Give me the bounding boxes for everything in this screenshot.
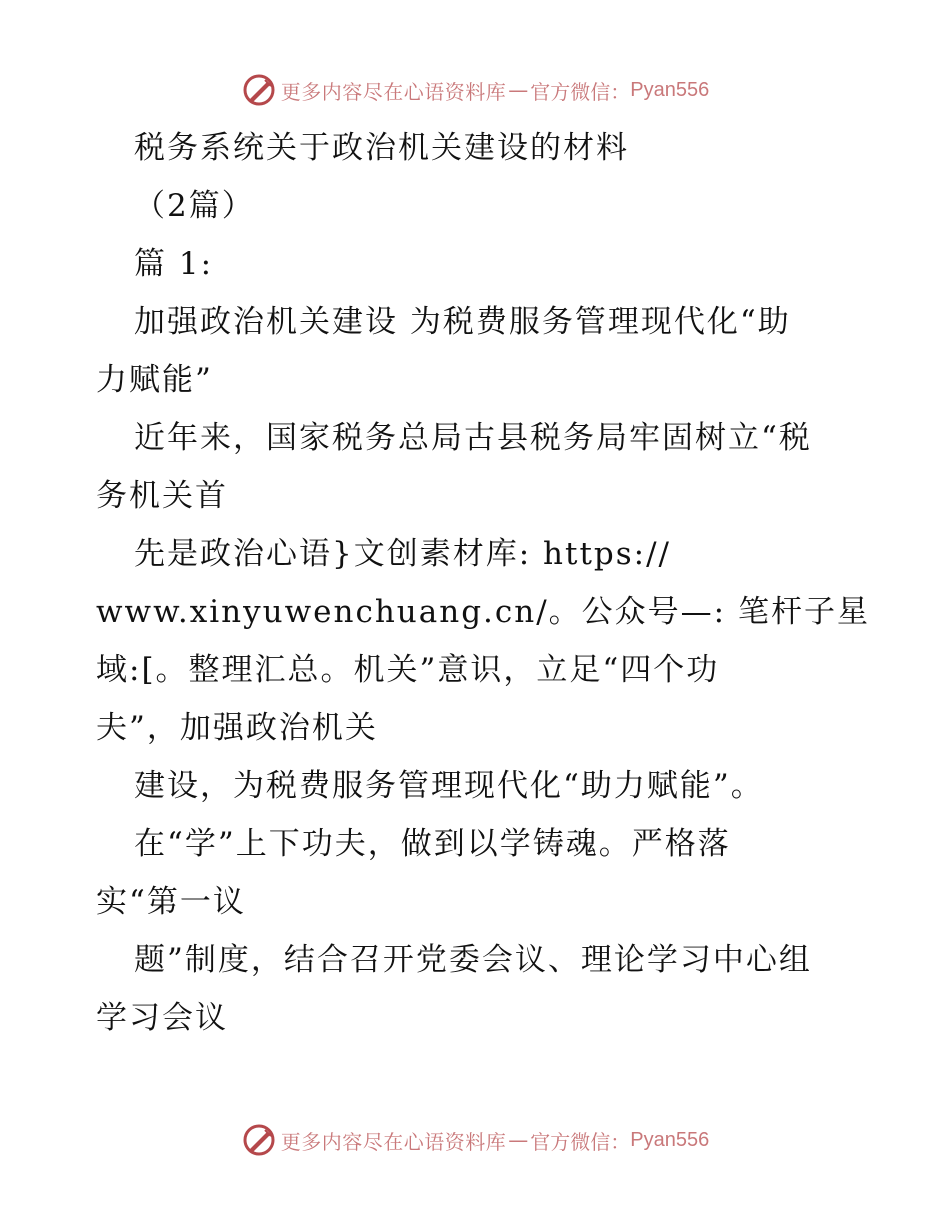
watermark-account-label: 官方微信： [530,79,631,104]
document-subtitle: （2篇） [134,188,255,224]
watermark-dash: — [508,1128,529,1152]
paragraph-line: 务机关首 [96,478,228,514]
paragraph-line: 先是政治心语}文创素材库: https:// [134,536,671,572]
pen-seal-logo-icon [241,1122,277,1158]
paragraph-line: 建设，为税费服务管理现代化“助力赋能”。 [134,768,764,804]
watermark-account-handle: Pyan556 [630,78,710,101]
watermark-site-text: 更多内容尽在心语资料库 [280,1129,507,1154]
pen-seal-logo-icon [241,72,277,108]
watermark-account-label: 官方微信： [530,1129,631,1154]
paragraph-line: 学习会议 [96,1000,228,1036]
paragraph-line: www.xinyuwenchuang.cn/。公众号—: 笔杆子星 [96,594,870,630]
paragraph-line: 域:[。整理汇总。机关”意识，立足“四个功 [96,652,720,688]
footer-watermark [0,1120,950,1160]
article-title-line-1: 加强政治机关建设 为税费服务管理现代化“助 [134,304,791,340]
section-heading: 篇 1: [134,246,214,282]
document-title: 税务系统关于政治机关建设的材料 [134,130,629,166]
paragraph-line: 在“学”上下功夫，做到以学铸魂。严格落 [134,826,731,862]
watermark-site-text: 更多内容尽在心语资料库 [280,79,507,104]
watermark-dash: — [508,78,529,102]
watermark-account-handle: Pyan556 [630,1128,710,1151]
paragraph-line: 实“第一议 [96,884,246,920]
paragraph-line: 夫”，加强政治机关 [96,710,378,746]
header-watermark [0,70,950,110]
paragraph-line: 近年来，国家税务总局古县税务局牢固树立“税 [134,420,812,456]
article-title-line-2: 力赋能” [96,362,213,398]
paragraph-line: 题”制度，结合召开党委会议、理论学习中心组 [134,942,812,978]
